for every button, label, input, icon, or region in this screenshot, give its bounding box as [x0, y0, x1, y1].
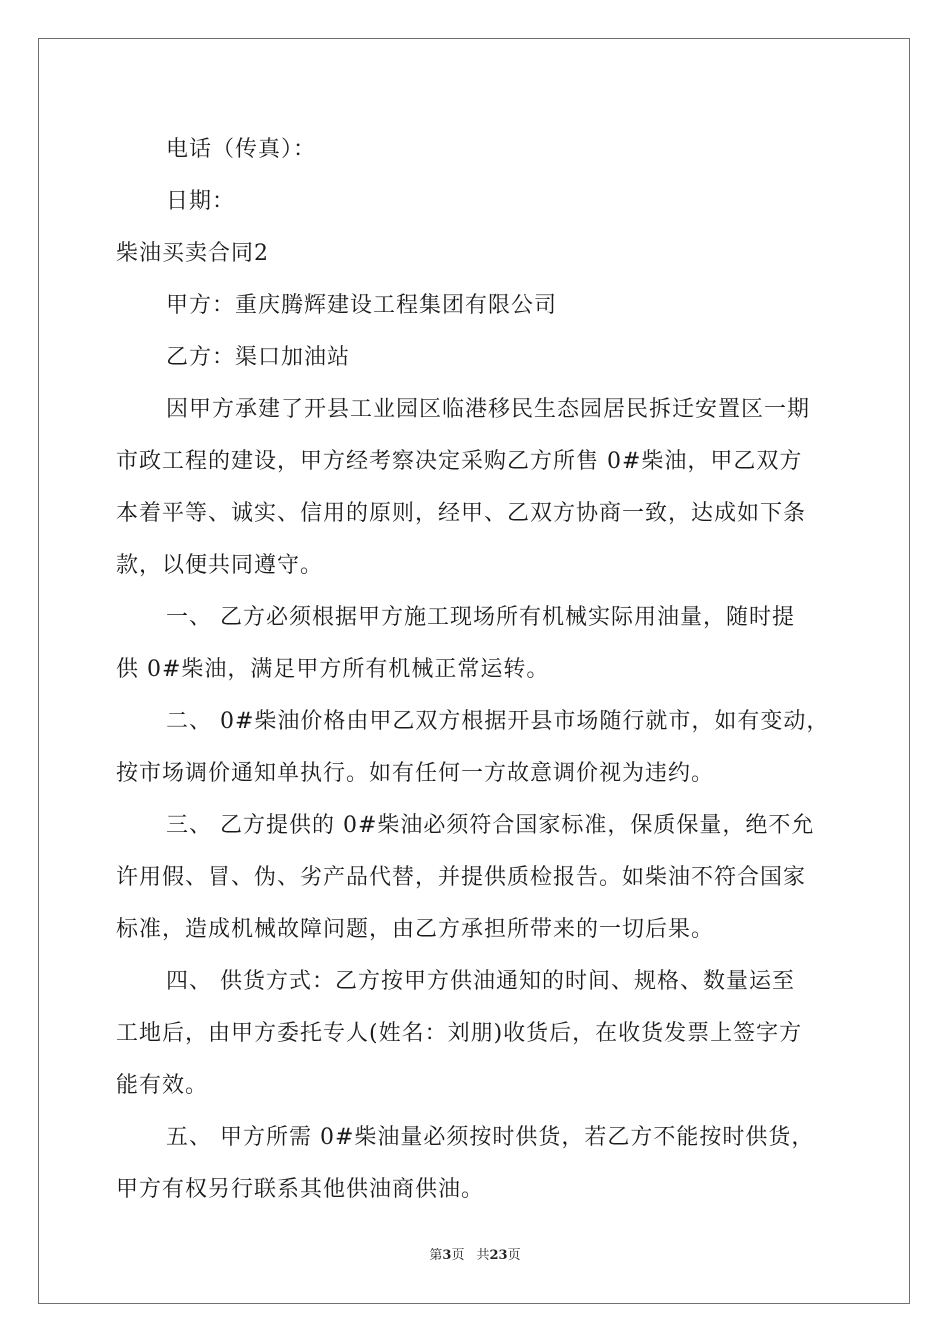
- party-b-line: 乙方：渠口加油站: [166, 345, 351, 370]
- text-line: 因甲方承建了开县工业园区临港移民生态园居民拆迁安置区一期: [166, 397, 811, 422]
- clause-line: 四、 供货方式：乙方按甲方供油通知的时间、规格、数量运至: [166, 969, 795, 994]
- clause-line: 五、 甲方所需 0#柴油量必须按时供货，若乙方不能按时供货，: [166, 1125, 815, 1150]
- text-line: 工地后，由甲方委托专人(姓名：刘朋)收货后，在收货发票上签字方: [116, 1021, 803, 1046]
- clause-line: 三、 乙方提供的 0#柴油必须符合国家标准，保质保量，绝不允: [166, 813, 815, 838]
- page-suffix: 页: [451, 1248, 465, 1263]
- text-line: 标准，造成机械故障问题，由乙方承担所带来的一切后果。: [116, 917, 715, 942]
- text-line: 本着平等、诚实、信用的原则，经甲、乙双方协商一致，达成如下条: [116, 501, 807, 526]
- text-line: 甲方有权另行联系其他供油商供油。: [116, 1177, 485, 1202]
- clause-line: 二、 0#柴油价格由甲乙双方根据开县市场随行就市，如有变动，: [166, 709, 830, 734]
- text-line: 供 0#柴油，满足甲方所有机械正常运转。: [116, 657, 550, 682]
- page-footer: [0, 1248, 950, 1264]
- text-line: 日期：: [166, 189, 236, 214]
- section-title: 柴油买卖合同2: [116, 241, 269, 266]
- text-line: 按市场调价通知单执行。如有任何一方故意调价视为违约。: [116, 761, 715, 786]
- text-line: 能有效。: [116, 1073, 209, 1098]
- text-line: 电话（传真）：: [166, 137, 317, 162]
- total-pages: 23: [489, 1248, 508, 1263]
- page-prefix: 第: [429, 1248, 443, 1263]
- clause-line: 一、 乙方必须根据甲方施工现场所有机械实际用油量，随时提: [166, 605, 795, 630]
- party-a-line: 甲方：重庆腾辉建设工程集团有限公司: [166, 293, 558, 318]
- text-line: 市政工程的建设，甲方经考察决定采购乙方所售 0#柴油，甲乙双方: [116, 449, 803, 474]
- document-body: [116, 124, 834, 1216]
- page-number: 3: [442, 1248, 452, 1263]
- text-line: 款，以便共同遵守。: [116, 553, 324, 578]
- total-suffix: 页: [507, 1248, 521, 1263]
- text-line: 许用假、冒、伪、劣产品代替，并提供质检报告。如柴油不符合国家: [116, 865, 807, 890]
- total-prefix: 共: [476, 1248, 490, 1263]
